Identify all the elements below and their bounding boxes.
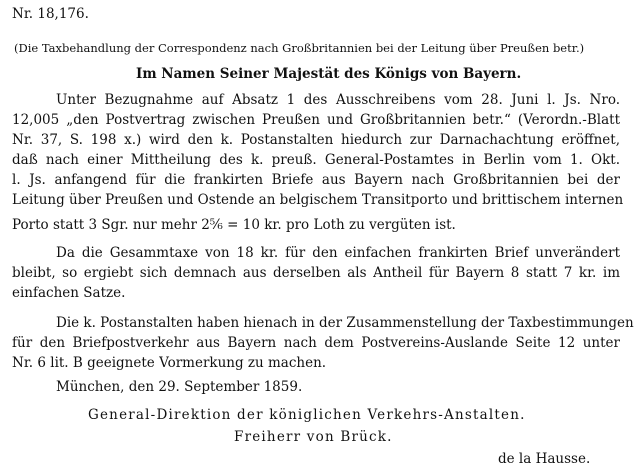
document-subject: (Die Taxbehandlung der Correspondenz nach Großbritannien bei der Leitung über Preußen betr.) (14, 41, 585, 55)
paragraph-1-line-3: Nr. 37, S. 198 x.) wird den k. Postanstalten hiedurch zur Darnachachtung eröffnet, (12, 132, 620, 148)
paragraph-2-line-2: bleibt, so ergiebt sich demnach aus derselben als Antheil für Bayern 8 statt 7 kr. im (12, 265, 620, 281)
paragraph-1-line-6: Leitung über Preußen und Ostende an belgischem Transitporto und brittischem internen (12, 192, 624, 208)
paragraph-1-line-7: Porto statt 3 Sgr. nur mehr 2⅚ = 10 kr. pro Loth zu vergüten ist. (12, 217, 456, 233)
date-line: München, den 29. September 1859. (56, 379, 303, 395)
paragraph-3-line-2: für den Briefpostverkehr aus Bayern nach dem Postvereins-Auslande Seite 12 unter (12, 335, 620, 351)
paragraph-1-line-1: Unter Bezugnahme auf Absatz 1 des Ausschreibens vom 28. Juni l. Js. Nro. (56, 92, 620, 108)
paragraph-1-line-5: l. Js. anfangend für die frankirten Briefe aus Bayern nach Großbritannien bei der (12, 172, 620, 188)
countersignature: de la Hausse. (498, 451, 591, 467)
paragraph-1-line-4: daß nach einer Mittheilung des k. preuß. General-Postamtes in Berlin vom 1. Okt. (12, 152, 620, 168)
paragraph-2-line-1: Da die Gesammtaxe von 18 kr. für den einfachen frankirten Brief unverändert (56, 245, 620, 261)
issuing-authority: General-Direktion der königlichen Verkehrs-Anstalten. (88, 407, 526, 423)
paragraph-1-line-2: 12,005 „den Postvertrag zwischen Preußen und Großbritannien betr.“ (Verordn.-Blatt (12, 112, 620, 128)
signatory-name: Freiherr von Brück. (234, 429, 393, 445)
paragraph-2-line-3: einfachen Satze. (12, 285, 126, 301)
paragraph-3-line-3: Nr. 6 lit. B geeignete Vormerkung zu machen. (12, 355, 327, 371)
paragraph-3-line-1: Die k. Postanstalten haben hienach in der Zusammenstellung der Taxbestimmungen (56, 315, 634, 331)
document-number: Nr. 18,176. (12, 6, 89, 22)
document-heading: Im Namen Seiner Majestät des Königs von Bayern. (136, 66, 522, 82)
